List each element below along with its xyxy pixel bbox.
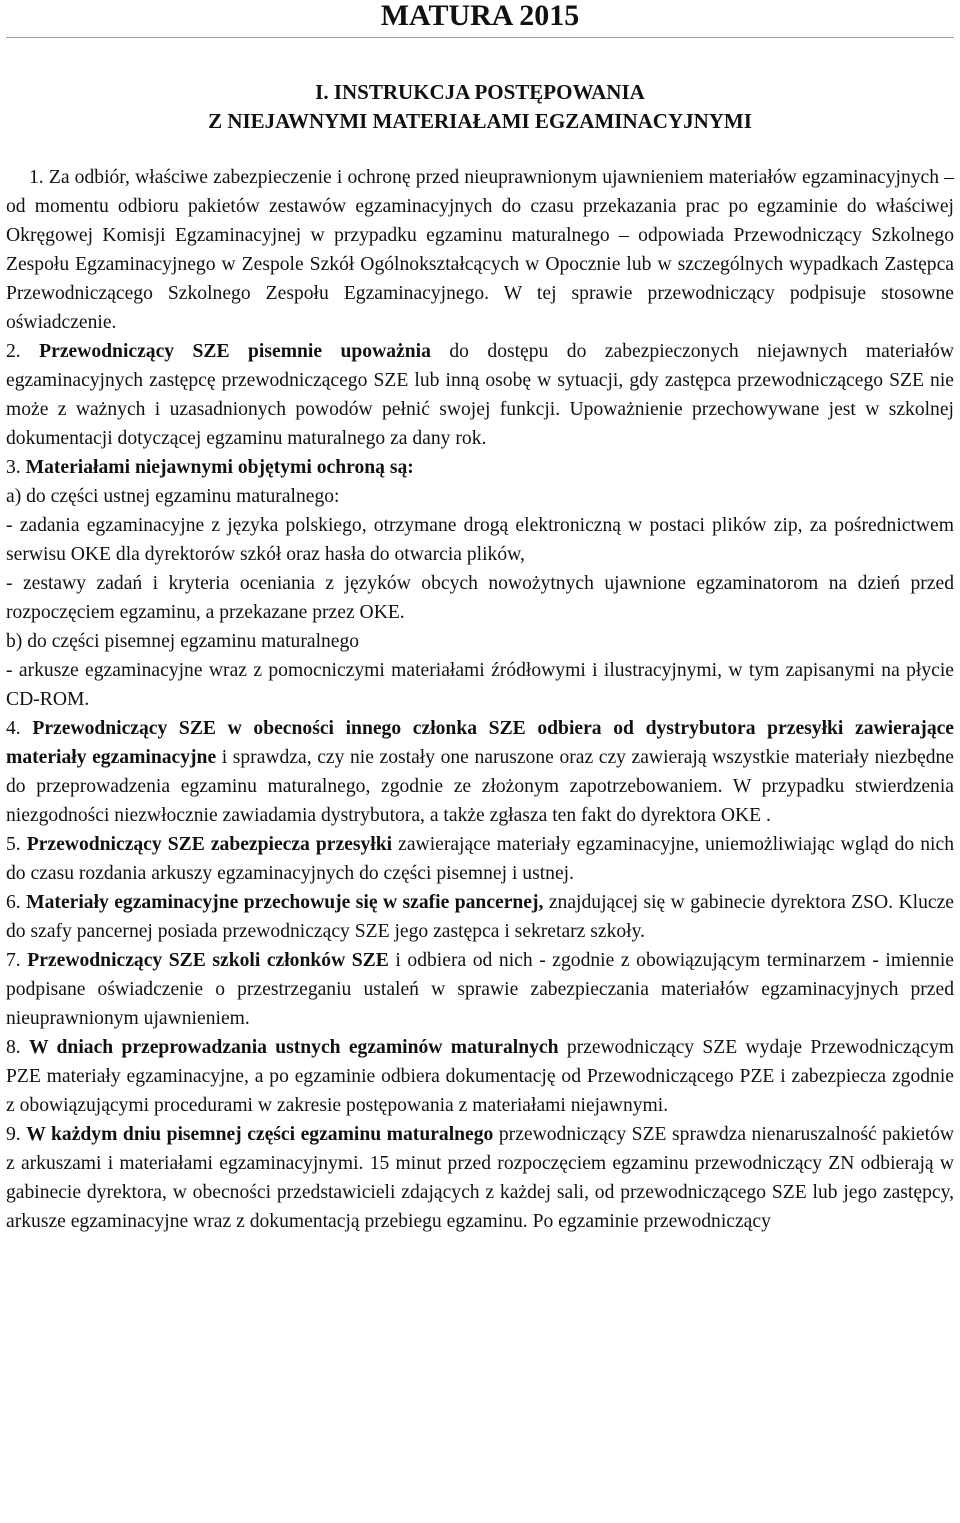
paragraph-9-text: przewodniczący SZE sprawdza nienaruszalność pakietów z arkuszami i materiałami egzaminacyjnymi. 15 minut przed rozpoczęciem egzaminu przewodniczący ZN odbierają w gabinecie dyrektora, w obecności przedstawicieli zdających z każdej sali, od przewodniczącego SZE lub jego zastępcy, arkusze egzaminacyjne wraz z dokumentacją przebiegu egzaminu. Po egzaminie przewodniczący	[6, 1124, 955, 1232]
paragraph-2-bold: Przewodniczący SZE pisemnie upoważnia	[39, 341, 431, 362]
paragraph-4-bold: Przewodniczący SZE w obecności innego członka SZE odbiera od dystrybutora przesyłki zawierające materiały egzaminacyjne	[6, 718, 955, 768]
header-divider	[6, 37, 954, 38]
paragraph-8-bold: W dniach przeprowadzania ustnych egzaminów maturalnych	[29, 1037, 559, 1058]
paragraph-8-text: przewodniczący SZE wydaje Przewodniczącym PZE materiały egzaminacyjne, a po egzaminie odbiera dokumentację od Przewodniczącego PZE i zabezpiecza zgodnie z obowiązującymi procedurami w zakresie postępowania z materiałami niejawnymi.	[6, 1037, 955, 1116]
paragraph-3-a2: - zestawy zadań i kryteria oceniania z języków obcych nowożytnych ujawnione egzaminatorom na dzień przed rozpoczęciem egzaminu, a przekazane przez OKE.	[6, 573, 954, 623]
paragraph-3	[6, 453, 954, 714]
paragraph-9	[6, 1120, 954, 1236]
paragraph-2-text: do dostępu do zabezpieczonych niejawnych materiałów egzaminacyjnych zastępcę przewodniczącego SZE lub inną osobę w sytuacji, gdy zastępca przewodniczącego SZE nie może z ważnych i uzasadnionych powodów pełnić swojej funkcji. Upoważnienie przechowywane jest w szkolnej dokumentacji dotyczącej egzaminu maturalnego za dany rok.	[6, 341, 955, 449]
paragraph-1	[6, 163, 954, 337]
paragraph-1-text: Za odbiór, właściwe zabezpieczenie i ochronę przed nieuprawnionym ujawnieniem materiałów egzaminacyjnych – od momentu odbioru pakietów zestawów egzaminacyjnych do czasu przekazania prac po egzaminie do właściwej Okręgowej Komisji Egzaminacyjnej w przypadku egzaminu maturalnego – odpowiada Przewodniczący Szkolnego Zespołu Egzaminacyjnego w Zespole Szkół Ogólnokształcących w Opocznie lub w szczególnych wypadkach Zastępca Przewodniczącego Szkolnego Zespołu Egzaminacyjnego. W tej sprawie przewodniczący podpisuje stosowne oświadczenie.	[6, 167, 954, 333]
paragraph-3-b: b) do części pisemnej egzaminu maturalnego	[6, 631, 360, 652]
paragraph-2-number: 2.	[6, 341, 40, 362]
page-title: MATURA 2015	[380, 0, 580, 32]
paragraph-4	[6, 714, 954, 830]
paragraph-5-text: zawierające materiały egzaminacyjne, uniemożliwiając wgląd do nich do czasu rozdania arkuszy egzaminacyjnych do części pisemnej i ustnej.	[6, 834, 954, 884]
paragraph-7-bold: Przewodniczący SZE szkoli członków SZE	[27, 950, 389, 971]
paragraph-3-number: 3.	[6, 457, 26, 478]
paragraph-2	[6, 337, 954, 453]
section-title-line-2: Z NIEJAWNYMI MATERIAŁAMI EGZAMINACYJNYMI	[208, 109, 752, 133]
paragraph-6-text: znajdującej się w gabinecie dyrektora ZSO. Klucze do szafy pancernej posiada przewodniczący SZE jego zastępca i sekretarz szkoły.	[6, 892, 954, 942]
paragraph-3-bold: Materiałami niejawnymi objętymi ochroną są:	[25, 457, 414, 478]
paragraph-3-a1: - zadania egzaminacyjne z języka polskiego, otrzymane drogą elektroniczną w postaci plików zip, za pośrednictwem serwisu OKE dla dyrektorów szkół oraz hasła do otwarcia plików,	[6, 515, 954, 565]
paragraph-6-bold: Materiały egzaminacyjne przechowuje się w szafie pancernej,	[26, 892, 544, 913]
paragraph-6-number: 6.	[6, 892, 27, 913]
paragraph-4-text: i sprawdza, czy nie zostały one naruszone oraz czy zawierają wszystkie materiały niezbędne do przeprowadzenia egzaminu maturalnego, zgodnie ze złożonym zapotrzebowaniem. W przypadku stwierdzenia niezgodności niezwłocznie zawiadamia dystrybutora, a także zgłasza ten fakt do dyrektora OKE .	[6, 747, 954, 826]
paragraph-5-bold: Przewodniczący SZE zabezpiecza przesyłki	[26, 834, 393, 855]
paragraph-3-b1: - arkusze egzaminacyjne wraz z pomocniczymi materiałami źródłowymi i ilustracyjnymi, w tym zapisanymi na płycie CD-ROM.	[6, 660, 954, 710]
paragraph-9-number: 9.	[6, 1124, 27, 1145]
paragraph-5	[6, 830, 954, 888]
section-title-line-1: I. INSTRUKCJA POSTĘPOWANIA	[315, 80, 645, 104]
paragraph-8-number: 8.	[6, 1037, 29, 1058]
paragraph-3-a: a) do części ustnej egzaminu maturalnego:	[6, 486, 340, 507]
paragraph-9-bold: W każdym dniu pisemnej części egzaminu maturalnego	[26, 1124, 494, 1145]
paragraph-7-text: i odbiera od nich - zgodnie z obowiązującym terminarzem - imiennie podpisane oświadczenie o przestrzeganiu ustaleń w sprawie zabezpieczania materiałów egzaminacyjnych przed nieuprawnionym ujawnieniem.	[6, 950, 954, 1029]
paragraph-1-number: 1.	[29, 167, 44, 188]
paragraph-8	[6, 1033, 954, 1120]
section-title	[6, 78, 954, 136]
paragraph-5-number: 5.	[6, 834, 27, 855]
paragraph-7	[6, 946, 954, 1033]
paragraph-6	[6, 888, 954, 946]
paragraph-4-number: 4.	[6, 718, 33, 739]
paragraph-7-number: 7.	[6, 950, 28, 971]
